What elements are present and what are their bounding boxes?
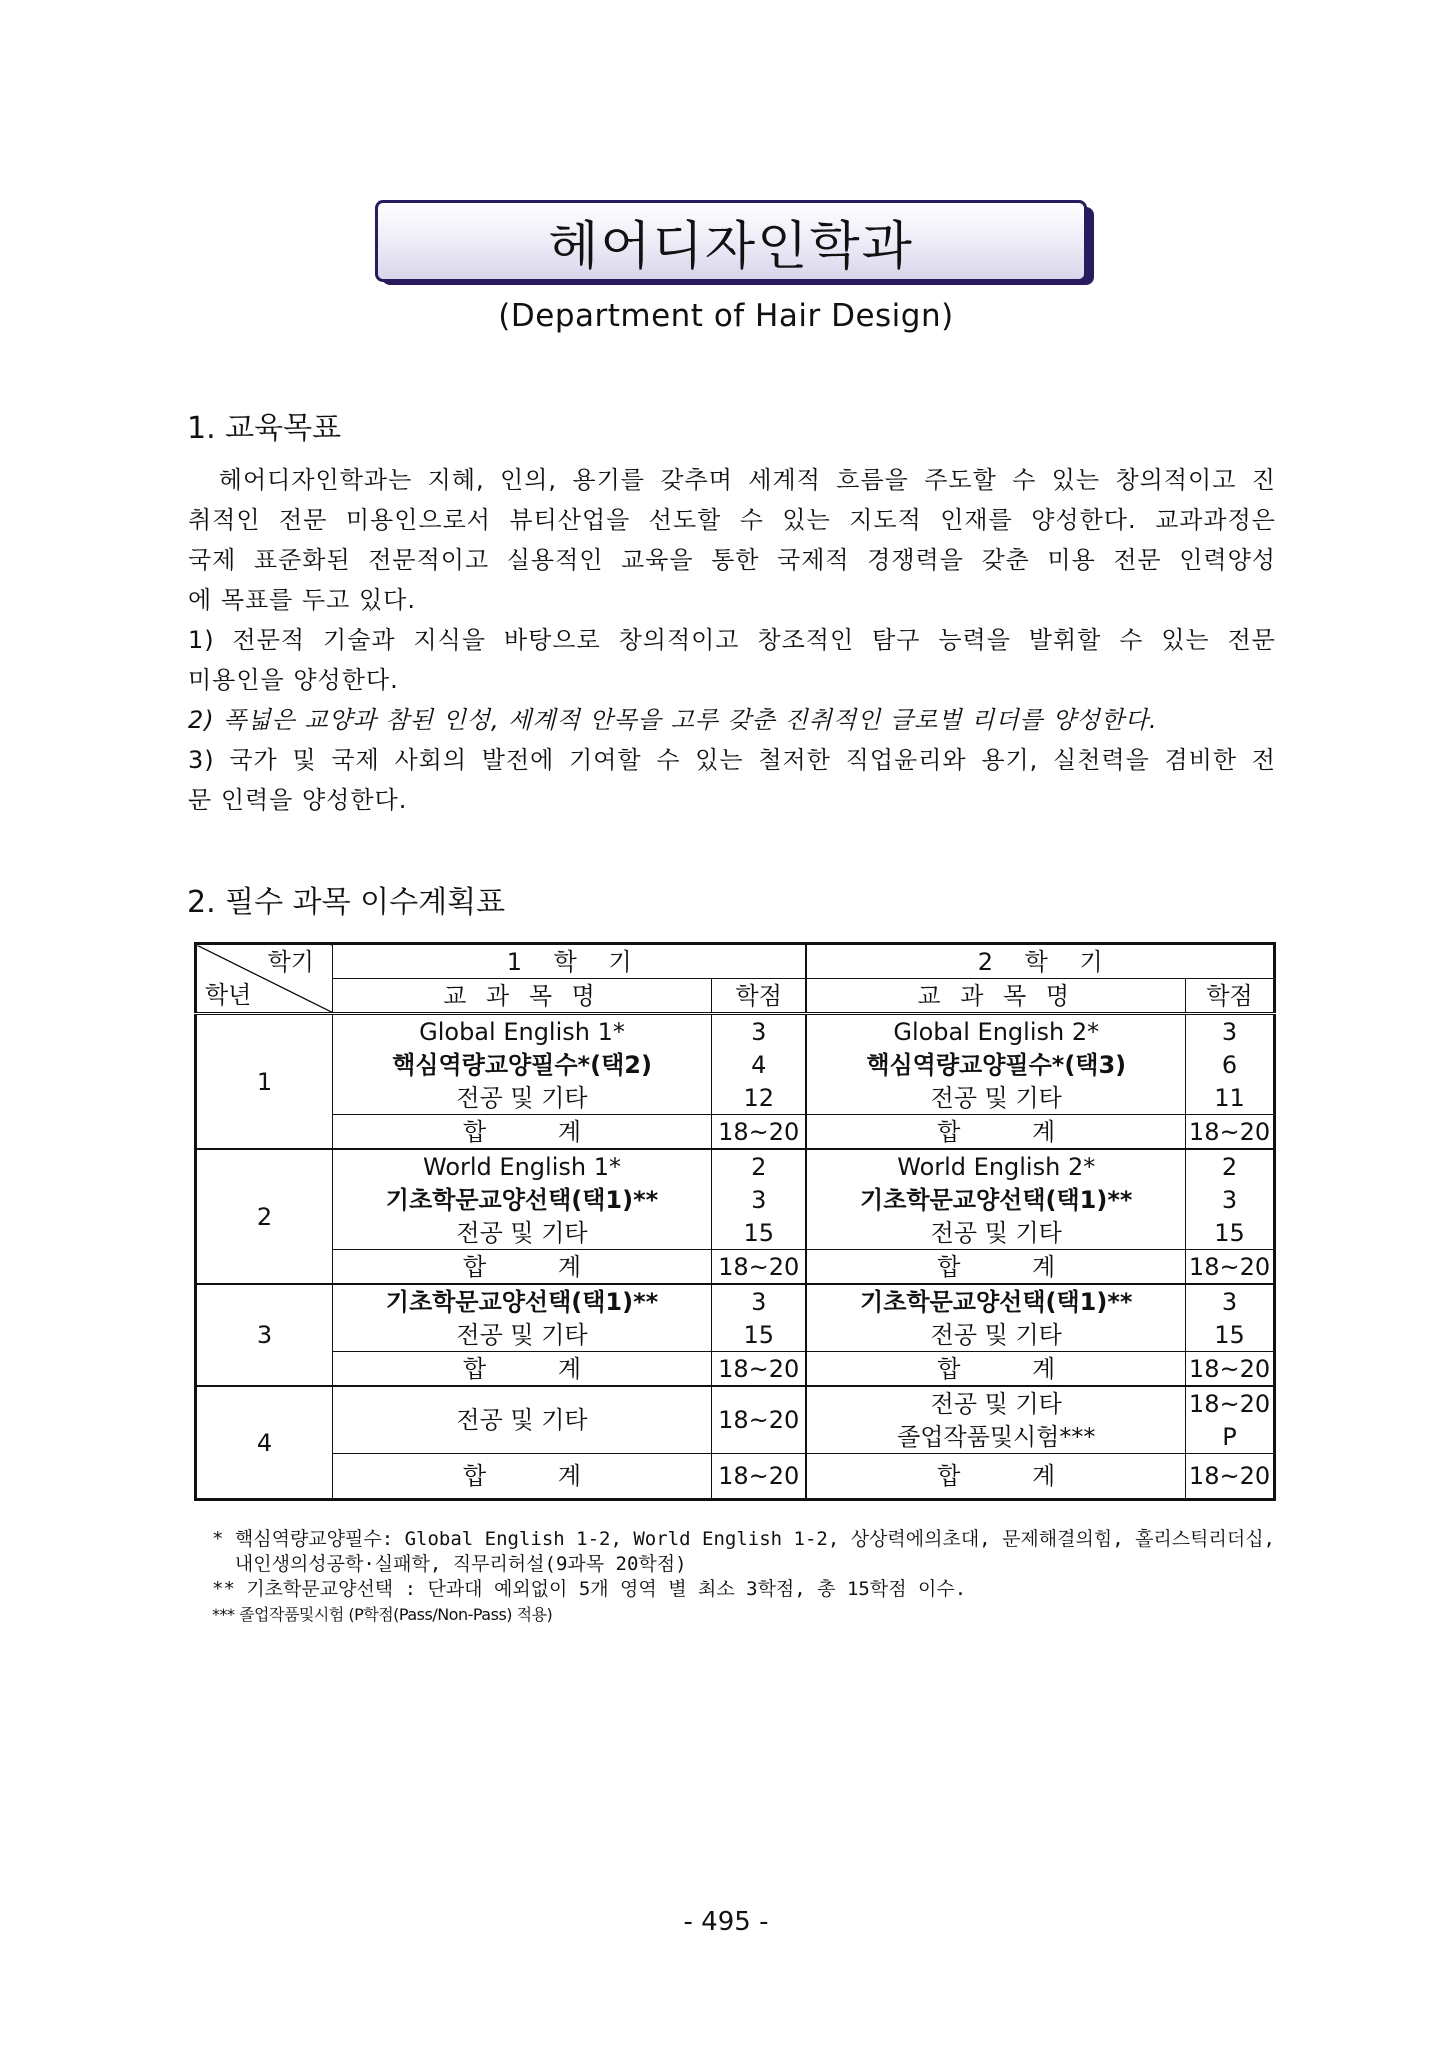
- sum-row: [196, 1250, 1275, 1285]
- course-plan-table: [194, 942, 1276, 1501]
- footnote: 내인생의성공학·실패학, 직무리허설(9과목 20학점): [212, 1553, 687, 1575]
- goals-line: 국제 표준화된 전문적이고 실용적인 교육을 통한 국제적 경쟁력을 갖춘 미용 전문 인력양성: [188, 546, 1276, 574]
- table-row: [196, 1014, 1275, 1049]
- credit-cell: 3: [1186, 1284, 1275, 1318]
- course-cell: 핵심역량교양필수*(택3): [806, 1048, 1185, 1081]
- course-cell: 핵심역량교양필수*(택2): [332, 1048, 711, 1081]
- semester2-header: 2 학 기: [806, 944, 1274, 979]
- course-cell: Global English 1*: [332, 1014, 711, 1049]
- credit-cell: 3: [712, 1284, 807, 1318]
- sum-label: 합 계: [806, 1352, 1185, 1387]
- sum-credit: 18~20: [712, 1454, 807, 1500]
- table-row: [196, 1386, 1275, 1420]
- table-header-row: [196, 979, 1275, 1014]
- credit-cell: 15: [712, 1216, 807, 1250]
- course-cell: 기초학문교양선택(택1)**: [806, 1183, 1185, 1216]
- credit-cell: 18~20: [712, 1386, 807, 1454]
- credit-cell: 3: [1186, 1183, 1275, 1216]
- sum-label: 합 계: [806, 1250, 1185, 1285]
- credit-cell: P: [1186, 1420, 1275, 1454]
- table-row: [196, 1318, 1275, 1352]
- table-row: [196, 1284, 1275, 1318]
- corner-grade-label: 학년: [205, 981, 252, 1009]
- grade-cell: 1: [196, 1014, 333, 1150]
- course-cell: 전공 및 기타: [806, 1318, 1185, 1352]
- footnote: *** 졸업작품및시험 (P학점(Pass/Non-Pass) 적용): [212, 1605, 553, 1624]
- sum-credit: 18~20: [712, 1115, 807, 1150]
- course-cell: 기초학문교양선택(택1)**: [332, 1183, 711, 1216]
- footnote: * 핵심역량교양필수: Global English 1-2, World English 1-2, 상상력에의초대, 문제해결의힘, 홀리스틱리더십,: [212, 1528, 1275, 1550]
- course-cell: 전공 및 기타: [332, 1386, 711, 1454]
- credit-cell: 15: [1186, 1216, 1275, 1250]
- sum-credit: 18~20: [712, 1352, 807, 1387]
- sum-label: 합 계: [806, 1115, 1185, 1150]
- credit-cell: 11: [1186, 1081, 1275, 1115]
- footnotes: [212, 1527, 1275, 1627]
- goals-paragraph: [188, 460, 1276, 820]
- credit-cell: 3: [1186, 1014, 1275, 1049]
- goals-line: 헤어디자인학과는 지혜, 인의, 용기를 갖추며 세계적 흐름을 주도할 수 있는 창의적이고 진: [188, 466, 1276, 494]
- section-heading-goals: 1. 교육목표: [187, 411, 342, 446]
- goals-line: 3) 국가 및 국제 사회의 발전에 기여할 수 있는 철저한 직업윤리와 용기, 실천력을 겸비한 전: [188, 746, 1276, 774]
- goals-line: 문 인력을 양성한다.: [188, 786, 408, 814]
- credit-cell: 15: [712, 1318, 807, 1352]
- course-name-header: 교 과 목 명: [332, 979, 711, 1014]
- course-cell: 전공 및 기타: [332, 1318, 711, 1352]
- course-cell: 전공 및 기타: [806, 1386, 1185, 1420]
- course-name-header: 교 과 목 명: [806, 979, 1185, 1014]
- goals-line: 취적인 전문 미용인으로서 뷰티산업을 선도할 수 있는 지도적 인재를 양성한다. 교과과정은: [188, 506, 1276, 534]
- sum-credit: 18~20: [1186, 1454, 1275, 1500]
- credit-cell: 3: [712, 1183, 807, 1216]
- grade-cell: 3: [196, 1284, 333, 1386]
- course-cell: 전공 및 기타: [806, 1081, 1185, 1115]
- credit-cell: 6: [1186, 1048, 1275, 1081]
- credit-cell: 18~20: [1186, 1386, 1275, 1420]
- sum-label: 합 계: [806, 1454, 1185, 1500]
- section-heading-plan: 2. 필수 과목 이수계획표: [187, 885, 506, 920]
- footnote: ** 기초학문교양선택 : 단과대 예외없이 5개 영역 별 최소 3학점, 총 15학점 이수.: [212, 1578, 967, 1600]
- credit-header: 학점: [1186, 979, 1275, 1014]
- credit-cell: 4: [712, 1048, 807, 1081]
- grade-cell: 4: [196, 1386, 333, 1500]
- course-cell: World English 2*: [806, 1149, 1185, 1183]
- page-title: 헤어디자인학과: [375, 200, 1087, 282]
- corner-header-cell: [196, 944, 333, 1014]
- credit-cell: 2: [1186, 1149, 1275, 1183]
- sum-credit: 18~20: [1186, 1352, 1275, 1387]
- corner-semester-label: 학기: [267, 948, 314, 976]
- course-cell: 졸업작품및시험***: [806, 1420, 1185, 1454]
- semester1-header: 1 학 기: [332, 944, 806, 979]
- goals-line: 2) 폭넓은 교양과 참된 인성, 세계적 안목을 고루 갖춘 진취적인 글로벌 리더를 양성한다.: [188, 706, 1158, 734]
- credit-header: 학점: [712, 979, 807, 1014]
- course-cell: 전공 및 기타: [332, 1216, 711, 1250]
- goals-line: 미용인을 양성한다.: [188, 666, 399, 694]
- table-row: [196, 1149, 1275, 1183]
- page-number: - 495 -: [683, 1907, 769, 1937]
- sum-credit: 18~20: [1186, 1250, 1275, 1285]
- course-cell: 전공 및 기타: [332, 1081, 711, 1115]
- goals-line: 에 목표를 두고 있다.: [188, 586, 416, 614]
- grade-cell: 2: [196, 1149, 333, 1284]
- table-row: [196, 1048, 1275, 1081]
- course-cell: 전공 및 기타: [806, 1216, 1185, 1250]
- course-cell: Global English 2*: [806, 1014, 1185, 1049]
- sum-row: [196, 1352, 1275, 1387]
- sum-credit: 18~20: [712, 1250, 807, 1285]
- goals-line: 1) 전문적 기술과 지식을 바탕으로 창의적이고 창조적인 탐구 능력을 발휘할 수 있는 전문: [188, 626, 1276, 654]
- credit-cell: 15: [1186, 1318, 1275, 1352]
- credit-cell: 2: [712, 1149, 807, 1183]
- sum-row: [196, 1115, 1275, 1150]
- table-header-row: [196, 944, 1275, 979]
- table-row: [196, 1216, 1275, 1250]
- credit-cell: 12: [712, 1081, 807, 1115]
- course-cell: World English 1*: [332, 1149, 711, 1183]
- course-cell: 기초학문교양선택(택1)**: [806, 1284, 1185, 1318]
- credit-cell: 3: [712, 1014, 807, 1049]
- table-row: [196, 1183, 1275, 1216]
- sum-credit: 18~20: [1186, 1115, 1275, 1150]
- course-cell: 기초학문교양선택(택1)**: [332, 1284, 711, 1318]
- sum-label: 합 계: [332, 1115, 711, 1150]
- sum-label: 합 계: [332, 1352, 711, 1387]
- title-banner: [375, 200, 1095, 285]
- table-row: [196, 1081, 1275, 1115]
- sum-label: 합 계: [332, 1250, 711, 1285]
- page-subtitle: (Department of Hair Design): [498, 298, 954, 334]
- sum-row: [196, 1454, 1275, 1500]
- sum-label: 합 계: [332, 1454, 711, 1500]
